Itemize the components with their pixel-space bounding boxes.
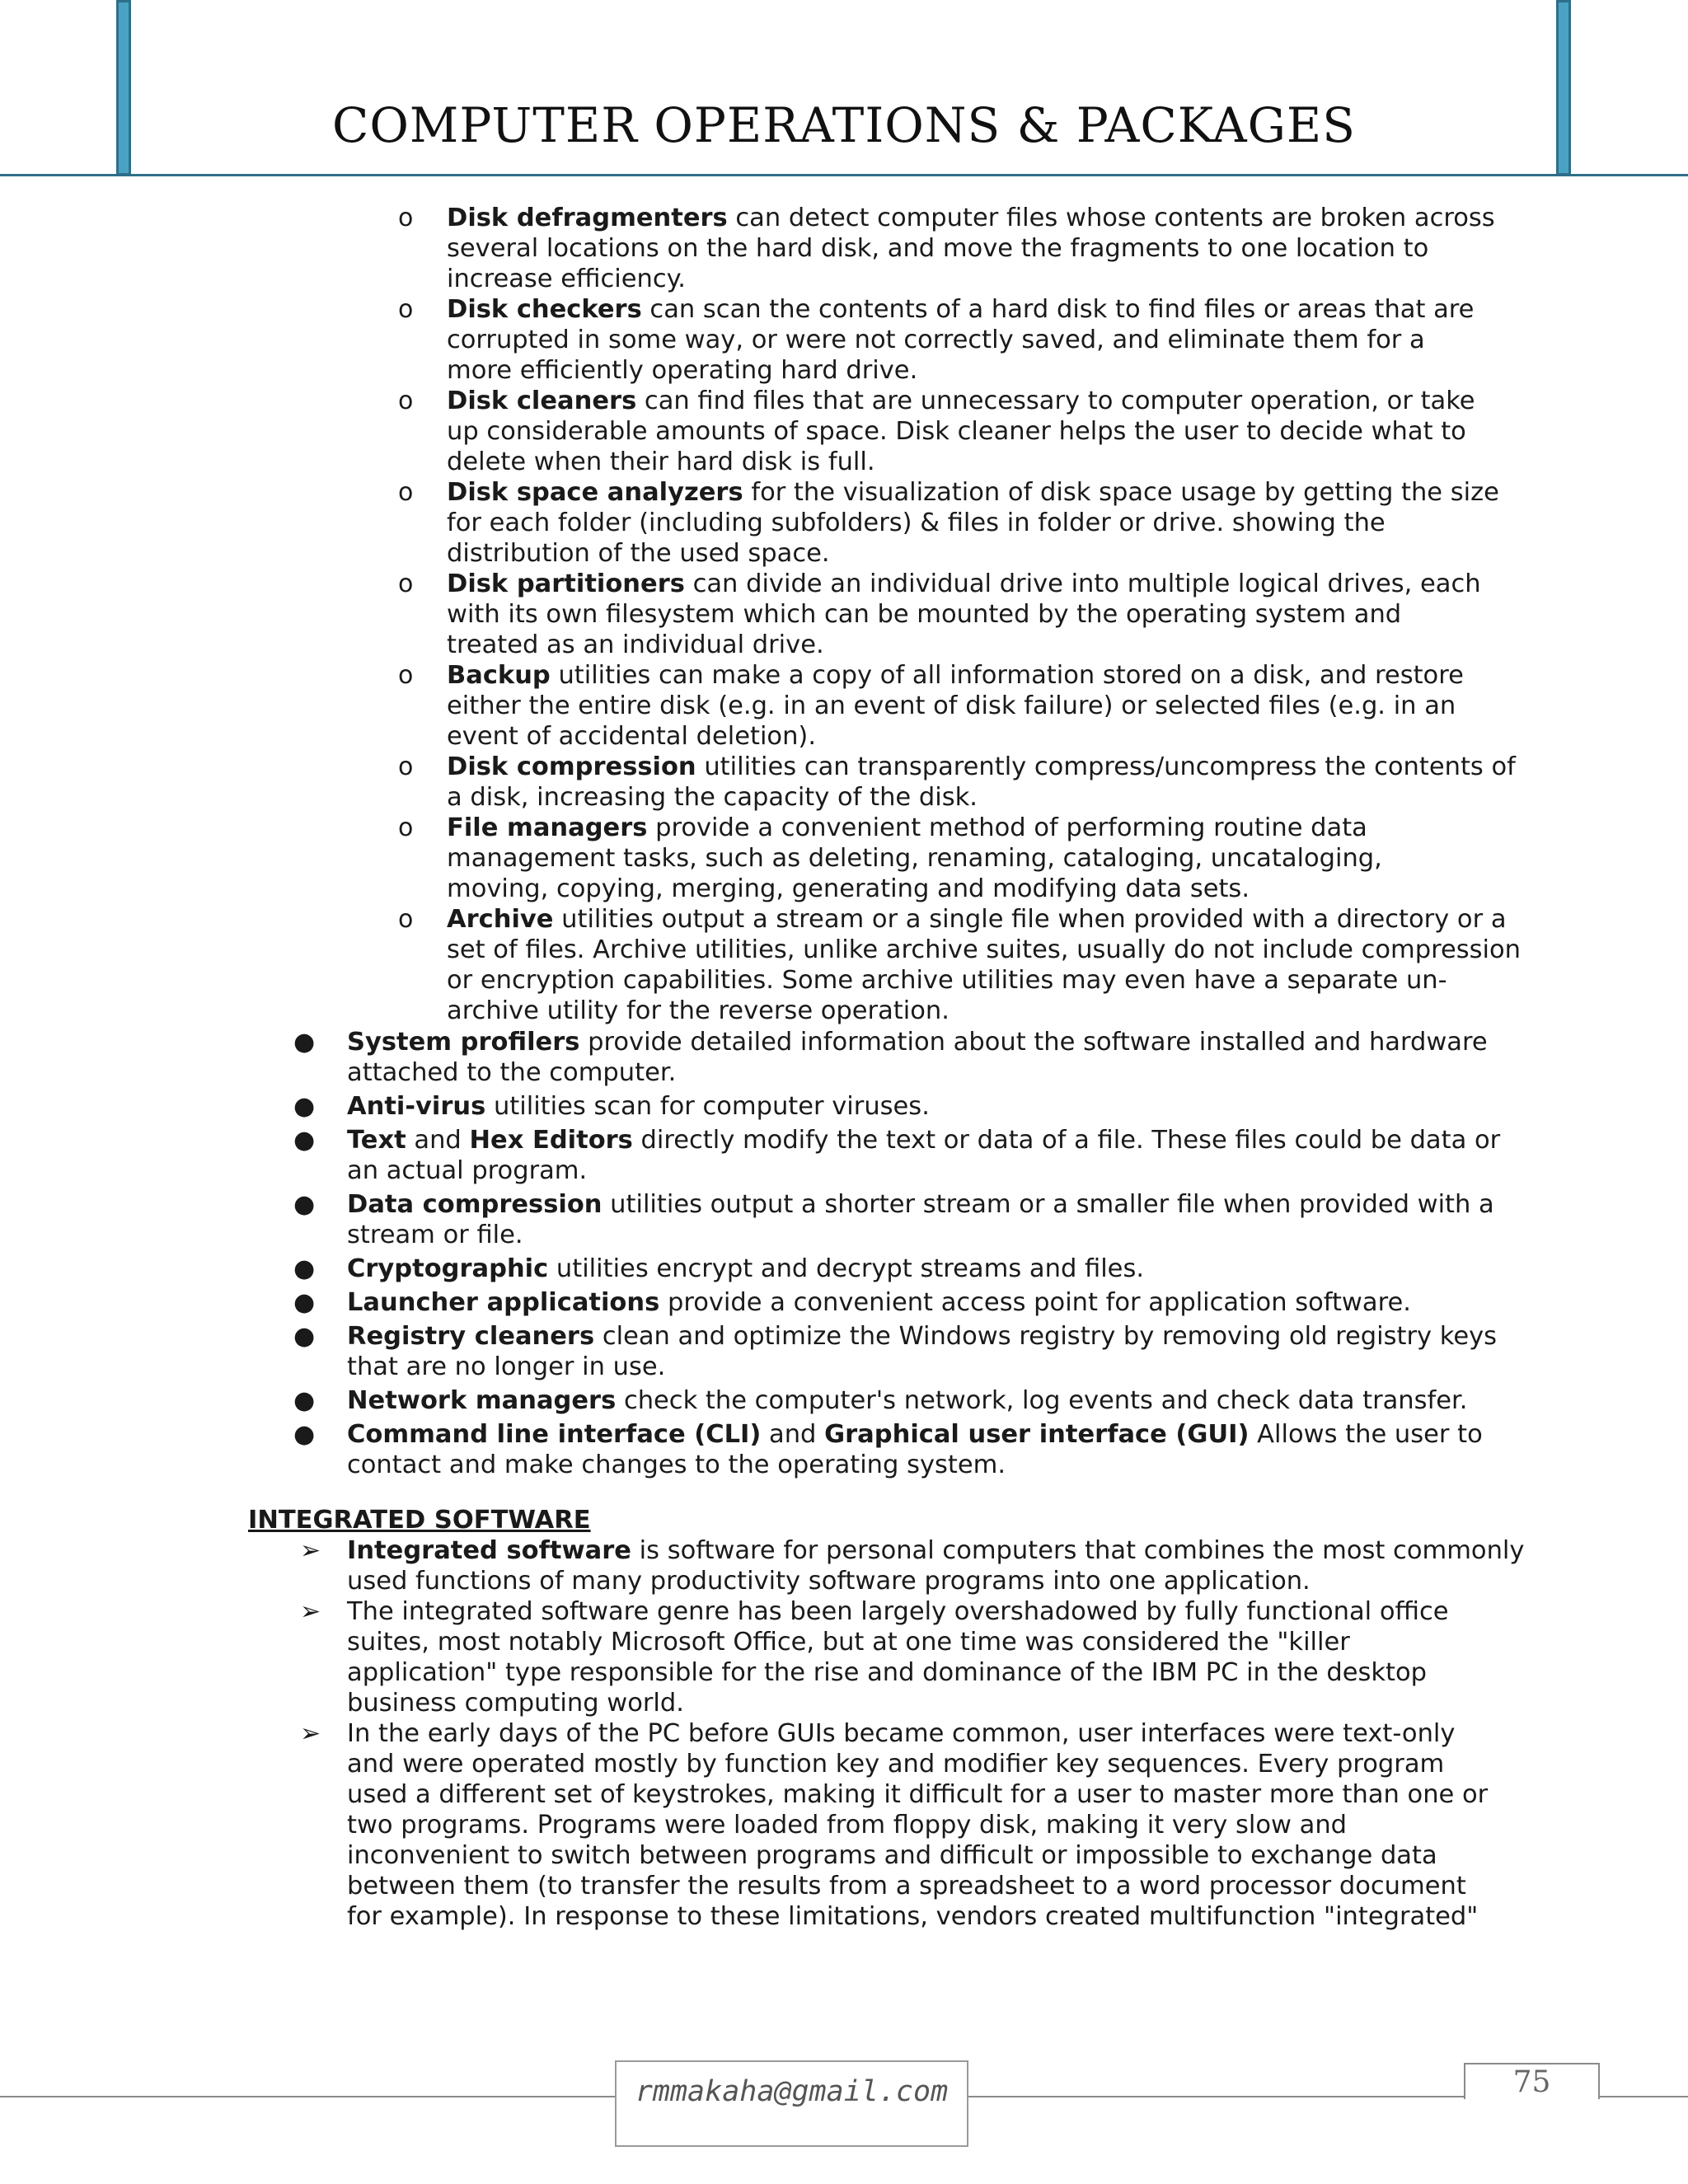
text-run: The integrated software genre has been largely overshadowed by fully functional office — [347, 1597, 1449, 1626]
bold-term: Launcher applications — [347, 1288, 660, 1317]
bold-term: Data compression — [347, 1190, 603, 1219]
sub-item-line — [447, 691, 1456, 721]
sub-item-line — [447, 386, 1475, 416]
text-run: inconvenient to switch between programs and difficult or impossible to exchange data — [347, 1841, 1437, 1870]
sub-item-line — [447, 477, 1499, 508]
bullet-line — [347, 1352, 665, 1382]
text-run: utilities can transparently compress/uncompress the contents of — [696, 752, 1516, 781]
bullet-line — [347, 1189, 1494, 1220]
bold-term: Disk checkers — [447, 295, 642, 324]
sub-bullet-marker: o — [398, 752, 414, 781]
text-run: corrupted in some way, or were not correctly saved, and eliminate them for a — [447, 326, 1425, 354]
text-run: can detect computer files whose contents are broken across — [727, 204, 1495, 232]
bold-term: Disk space analyzers — [447, 478, 743, 507]
sub-item-line — [447, 965, 1447, 996]
sub-bullet-marker: o — [398, 204, 414, 232]
bullet-line — [347, 1220, 523, 1250]
bullet-marker: ● — [293, 1028, 316, 1057]
bold-term: System profilers — [347, 1028, 580, 1057]
bold-term: Disk partitioners — [447, 569, 685, 598]
text-run: event of accidental deletion). — [447, 722, 817, 751]
text-run: business computing world. — [347, 1689, 684, 1718]
arrow-item-line — [347, 1627, 1350, 1657]
bullet-line — [347, 1321, 1497, 1352]
text-run: and — [406, 1126, 470, 1155]
text-run: or encryption capabilities. Some archive utilities may even have a separate un- — [447, 966, 1447, 995]
sub-item-line — [447, 904, 1507, 935]
sub-bullet-marker: o — [398, 569, 414, 598]
text-run: can scan the contents of a hard disk to find files or areas that are — [641, 295, 1475, 324]
bullet-line — [347, 1287, 1411, 1318]
text-run: two programs. Programs were loaded from floppy disk, making it very slow and — [347, 1811, 1348, 1840]
sub-bullet-marker: o — [398, 387, 414, 415]
sub-item-line — [447, 416, 1466, 447]
text-run: moving, copying, merging, generating and modifying data sets. — [447, 874, 1250, 903]
arrow-item-line — [347, 1535, 1524, 1566]
bold-term: Graphical user interface (GUI) — [824, 1420, 1250, 1449]
text-run: and were operated mostly by function key and modifier key sequences. Every program — [347, 1750, 1445, 1779]
text-run: either the entire disk (e.g. in an event of disk failure) or selected files (e.g. in an — [447, 691, 1456, 720]
text-run: In the early days of the PC before GUIs became common, user interfaces were text-only — [347, 1719, 1456, 1748]
arrow-item-line — [347, 1840, 1437, 1871]
bullet-line — [347, 1057, 676, 1088]
sub-bullet-marker: o — [398, 661, 414, 690]
text-run: archive utility for the reverse operation. — [447, 996, 950, 1025]
page-title: COMPUTER OPERATIONS & PACKAGES — [332, 97, 1356, 153]
text-run: application" type responsible for the rise and dominance of the IBM PC in the desktop — [347, 1658, 1427, 1687]
sub-item-line — [447, 447, 875, 477]
sub-item-line — [447, 843, 1382, 874]
bullet-marker: ● — [293, 1126, 316, 1155]
text-run: increase efficiency. — [447, 265, 687, 293]
bold-term: Integrated software — [347, 1536, 631, 1565]
sub-bullet-marker: o — [398, 295, 414, 324]
text-run: stream or file. — [347, 1221, 523, 1249]
bold-term: Cryptographic — [347, 1254, 549, 1283]
bullet-marker: ● — [293, 1092, 316, 1121]
text-run: is software for personal computers that combines the most commonly — [631, 1536, 1525, 1565]
sub-item-line — [447, 325, 1425, 355]
sub-item-line — [447, 538, 830, 569]
text-run: check the computer's network, log events and check data transfer. — [616, 1386, 1468, 1415]
footer-email: rmmakaha@gmail.com — [635, 2075, 949, 2108]
arrow-bullet-marker: ➢ — [300, 1536, 321, 1565]
bold-term: Network managers — [347, 1386, 617, 1415]
sub-item-line — [447, 996, 950, 1026]
text-run: more efficiently operating hard drive. — [447, 356, 918, 385]
arrow-item-line — [347, 1901, 1478, 1932]
sub-item-line — [447, 752, 1516, 782]
sub-item-line — [447, 599, 1401, 630]
arrow-item-line — [347, 1871, 1466, 1901]
text-run: delete when their hard disk is full. — [447, 448, 875, 476]
text-run: provide a convenient access point for application software. — [659, 1288, 1411, 1317]
header-rule — [0, 174, 1688, 176]
arrow-item-line — [347, 1749, 1444, 1779]
text-run: provide a convenient method of performing routine data — [647, 813, 1367, 842]
text-run: suites, most notably Microsoft Office, but at one time was considered the "killer — [347, 1628, 1350, 1657]
bold-term: Hex Editors — [469, 1126, 633, 1155]
section-heading: INTEGRATED SOFTWARE — [248, 1506, 591, 1535]
sub-bullet-marker: o — [398, 478, 414, 507]
text-run: attached to the computer. — [347, 1058, 677, 1087]
bullet-marker: ● — [293, 1386, 316, 1415]
text-run: utilities can make a copy of all information stored on a disk, and restore — [550, 661, 1464, 690]
text-run: for example). In response to these limitations, vendors created multifunction "integrated" — [347, 1902, 1479, 1931]
text-run: provide detailed information about the software installed and hardware — [579, 1028, 1488, 1057]
arrow-item-line — [347, 1688, 684, 1718]
text-run: between them (to transfer the results from a spreadsheet to a word processor document — [347, 1872, 1466, 1900]
bullet-line — [347, 1254, 1144, 1284]
bullet-line — [347, 1155, 587, 1186]
bullet-line — [347, 1091, 930, 1122]
bullet-marker: ● — [293, 1190, 316, 1219]
text-run: for the visualization of disk space usage by getting the size — [743, 478, 1499, 507]
bullet-marker: ● — [293, 1420, 316, 1449]
sub-item-line — [447, 782, 978, 813]
arrow-item-line — [347, 1779, 1488, 1810]
bold-term: Archive — [447, 905, 554, 934]
text-run: can find files that are unnecessary to computer operation, or take — [636, 387, 1475, 415]
text-run: several locations on the hard disk, and move the fragments to one location to — [447, 234, 1429, 263]
arrow-item-line — [347, 1596, 1449, 1627]
text-run: up considerable amounts of space. Disk cleaner helps the user to decide what to — [447, 417, 1466, 446]
text-run: with its own filesystem which can be mounted by the operating system and — [447, 600, 1402, 629]
bold-term: Registry cleaners — [347, 1322, 595, 1351]
footer-rule-right — [1600, 2096, 1688, 2097]
sub-item-line — [447, 813, 1367, 843]
text-run: that are no longer in use. — [347, 1352, 666, 1381]
footer-rule-left — [0, 2096, 615, 2097]
bullet-line — [347, 1027, 1488, 1057]
text-run: utilities output a stream or a single file when provided with a directory or a — [553, 905, 1507, 934]
sub-item-line — [447, 355, 917, 386]
sub-item-line — [447, 630, 824, 660]
sub-bullet-marker: o — [398, 905, 414, 934]
sub-item-line — [447, 874, 1250, 904]
bold-term: File managers — [447, 813, 648, 842]
sub-item-line — [447, 294, 1474, 325]
text-run: utilities output a shorter stream or a smaller file when provided with a — [602, 1190, 1494, 1219]
text-run: distribution of the used space. — [447, 539, 830, 568]
text-run: a disk, increasing the capacity of the disk. — [447, 783, 978, 812]
bold-term: Text — [347, 1126, 406, 1155]
text-run: can divide an individual drive into multiple logical drives, each — [684, 569, 1481, 598]
bullet-marker: ● — [293, 1322, 316, 1351]
text-run: directly modify the text or data of a file. These files could be data or — [632, 1126, 1501, 1155]
text-run: clean and optimize the Windows registry by removing old registry keys — [594, 1322, 1498, 1351]
text-run: contact and make changes to the operating system. — [347, 1451, 1006, 1479]
bullet-marker: ● — [293, 1254, 316, 1283]
footer-rule-middle — [968, 2096, 1464, 2097]
bold-term: Command line interface (CLI) — [347, 1420, 762, 1449]
sub-item-line — [447, 233, 1428, 264]
sub-item-line — [447, 660, 1464, 691]
arrow-item-line — [347, 1657, 1427, 1688]
text-run: used a different set of keystrokes, making it difficult for a user to master more than one or — [347, 1780, 1489, 1809]
arrow-bullet-marker: ➢ — [300, 1597, 321, 1626]
sub-item-line — [447, 721, 816, 752]
bold-term: Disk defragmenters — [447, 204, 728, 232]
sub-item-line — [447, 569, 1481, 599]
arrow-item-line — [347, 1718, 1455, 1749]
bold-term: Anti-virus — [347, 1092, 486, 1121]
arrow-item-line — [347, 1566, 1311, 1596]
bullet-line — [347, 1450, 1006, 1480]
arrow-item-line — [347, 1810, 1347, 1840]
bullet-marker: ● — [293, 1288, 316, 1317]
page-number: 75 — [1512, 2065, 1551, 2099]
bold-term: Backup — [447, 661, 551, 690]
bold-term: Disk compression — [447, 752, 696, 781]
text-run: management tasks, such as deleting, renaming, cataloging, uncataloging, — [447, 844, 1382, 873]
sub-item-line — [447, 264, 686, 294]
sub-item-line — [447, 508, 1386, 538]
text-run: treated as an individual drive. — [447, 630, 824, 659]
text-run: utilities encrypt and decrypt streams and files. — [548, 1254, 1145, 1283]
arrow-bullet-marker: ➢ — [300, 1719, 321, 1748]
bold-term: Disk cleaners — [447, 387, 637, 415]
sub-bullet-marker: o — [398, 813, 414, 842]
sub-item-line — [447, 935, 1521, 965]
text-run: and — [761, 1420, 825, 1449]
text-run: utilities scan for computer viruses. — [485, 1092, 930, 1121]
text-run: an actual program. — [347, 1156, 588, 1185]
text-run: used functions of many productivity software programs into one application. — [347, 1567, 1311, 1596]
sub-item-line — [447, 203, 1495, 233]
bullet-line — [347, 1419, 1483, 1450]
text-run: for each folder (including subfolders) & files in folder or drive. showing the — [447, 509, 1386, 537]
text-run: set of files. Archive utilities, unlike archive suites, usually do not include compression — [447, 935, 1521, 964]
text-run: Allows the user to — [1249, 1420, 1483, 1449]
bullet-line — [347, 1385, 1467, 1416]
bullet-line — [347, 1125, 1500, 1155]
